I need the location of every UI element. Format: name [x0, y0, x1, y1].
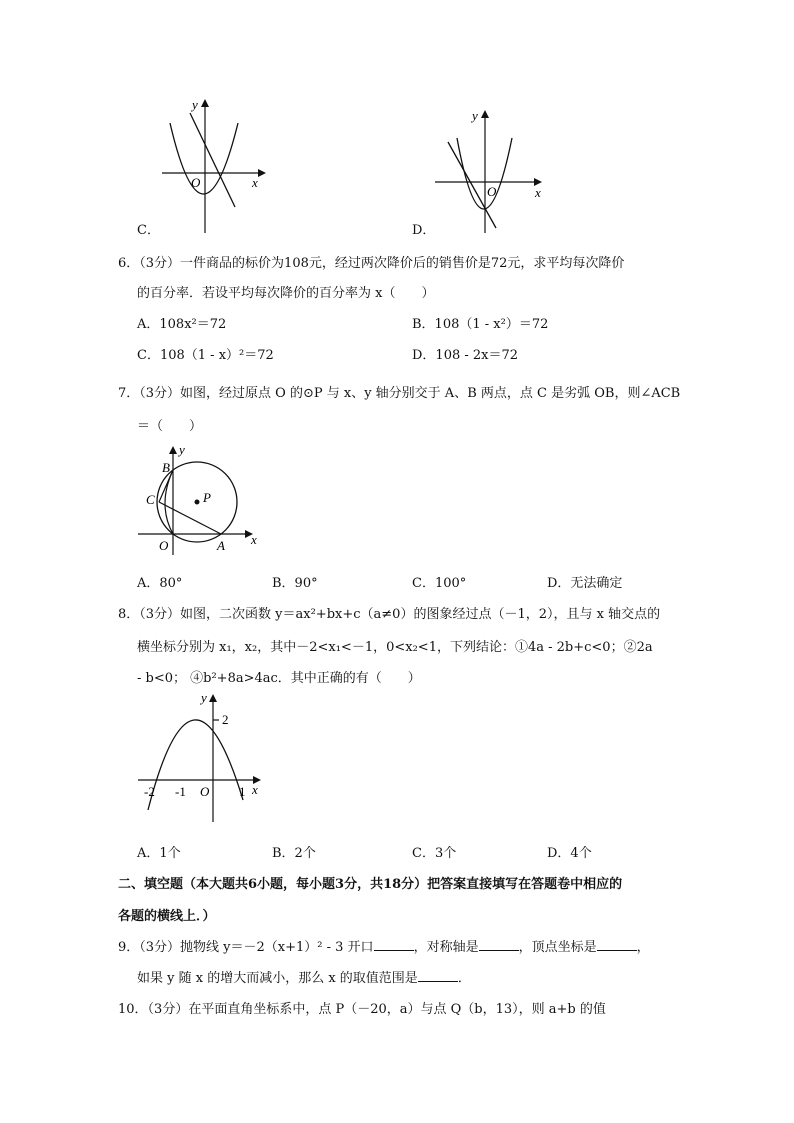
q9-part3: ，顶点坐标是	[518, 940, 597, 955]
parabola	[170, 123, 238, 194]
q6-option-d[interactable]: D．108 - 2x＝72	[412, 348, 519, 363]
q6-option-c[interactable]: C．108（1 - x）²＝72	[137, 348, 274, 363]
label-y: y	[201, 690, 207, 705]
q9-line2-text: 如果 y 随 x 的增大而减小，那么 x 的取值范围是	[137, 971, 418, 986]
q9-line2-end: ．	[457, 971, 471, 986]
label-p: P	[203, 490, 211, 505]
label-neg1: -1	[175, 784, 186, 799]
q8-parabola-figure	[133, 690, 268, 825]
q9-line2	[137, 967, 471, 986]
q7-option-b[interactable]: B．90°	[272, 576, 318, 591]
origin-label: O	[191, 175, 201, 190]
y-label: y	[192, 97, 198, 112]
q8-option-c[interactable]: C．3个	[412, 846, 457, 861]
q6-option-b[interactable]: B．108（1 - x²）＝72	[412, 317, 549, 332]
figure-option-d	[430, 100, 550, 235]
q9-blank-opening[interactable]	[374, 938, 414, 951]
section2-heading-line1: 二、填空题（本大题共6小题，每小题3分，共18分）把答案直接填写在答题卷中相应的	[118, 877, 623, 892]
q7-option-d[interactable]: D．无法确定	[547, 576, 623, 591]
q5-option-d-label: D．	[412, 223, 436, 238]
y-label: y	[472, 108, 478, 123]
label-x: x	[251, 532, 257, 547]
label-a: A	[217, 538, 225, 553]
label-1: 1	[239, 784, 246, 799]
label-b: B	[162, 460, 170, 475]
label-o: O	[200, 784, 210, 799]
label-x: x	[252, 782, 258, 797]
parabola	[148, 720, 243, 810]
figure-option-c	[150, 95, 270, 235]
q9-line1	[118, 936, 650, 955]
label-2: 2	[222, 712, 229, 727]
x-label: x	[535, 185, 541, 200]
q7-circle-figure	[133, 440, 268, 558]
q6-stem-line1: 6．（3分）一件商品的标价为108元，经过两次降价后的销售价是72元，求平均每次降价	[118, 256, 625, 271]
y-axis-arrow	[201, 99, 209, 107]
q10-stem-line1: 10．（3分）在平面直角坐标系中，点 P（－20，a）与点 Q（b，13），则 a+b 的值	[118, 1002, 606, 1017]
x-axis-arrow	[258, 169, 266, 177]
q8-option-b[interactable]: B．2个	[272, 846, 316, 861]
y-axis-arrow	[169, 446, 177, 454]
y-axis-arrow	[481, 110, 489, 118]
q9-part2: ，对称轴是	[413, 940, 479, 955]
q7-stem-line2: ＝（ ）	[137, 419, 203, 434]
origin-label: O	[487, 184, 497, 199]
q8-option-a[interactable]: A．1个	[137, 846, 181, 861]
label-c: C	[146, 492, 155, 507]
straight-line	[190, 113, 235, 207]
q9-blank-vertex[interactable]	[597, 938, 637, 951]
q8-stem-line1: 8．（3分）如图，二次函数 y＝ax²+bx+c（a≠0）的图象经过点（－1，2），且与 x 轴交点的	[118, 607, 661, 622]
label-y: y	[179, 442, 185, 457]
q7-option-c[interactable]: C．100°	[412, 576, 467, 591]
center-point-p	[195, 500, 200, 505]
label-o: O	[159, 538, 169, 553]
q8-stem-line2: 横坐标分别为 x₁，x₂，其中－2<x₁<－1，0<x₂<1，下列结论：①4a - 2b+c<0；②2a	[137, 640, 653, 655]
q9-part1: 9．（3分）抛物线 y＝－2（x+1）² - 3 开口	[118, 940, 374, 955]
x-label: x	[252, 175, 258, 190]
q7-stem-line1: 7．（3分）如图，经过原点 O 的⊙P 与 x、y 轴分别交于 A、B 两点，点 C 是劣弧 OB，则∠ACB	[118, 386, 681, 401]
q8-option-d[interactable]: D．4个	[547, 846, 592, 861]
q9-blank-axis[interactable]	[479, 938, 519, 951]
q9-part4: ，	[636, 940, 650, 955]
q6-stem-line2: 的百分率．若设平均每次降价的百分率为 x（ ）	[137, 286, 435, 301]
label-neg2: -2	[144, 784, 155, 799]
q8-stem-line3: - b<0； ④b²+8a>4ac．其中正确的有（ ）	[137, 671, 421, 686]
y-axis-arrow	[209, 694, 217, 702]
section2-heading-line2: 各题的横线上．）	[118, 909, 216, 924]
q6-option-a[interactable]: A．108x²＝72	[137, 317, 227, 332]
q9-blank-range[interactable]	[418, 969, 458, 982]
q5-option-c-label: C．	[137, 223, 160, 238]
q7-option-a[interactable]: A．80°	[137, 576, 183, 591]
